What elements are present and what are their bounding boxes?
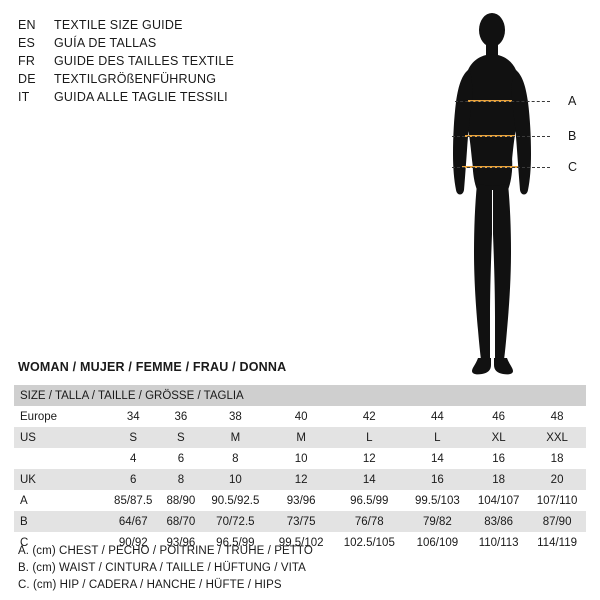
cell: 36 (174, 410, 188, 423)
table-row (14, 490, 586, 511)
cell: 73/75 (286, 515, 316, 528)
cell: 16 (492, 452, 506, 465)
cell: 48 (550, 410, 564, 423)
leader-line-a (455, 101, 550, 103)
row-label-europe: Europe (20, 410, 58, 423)
table-row (14, 448, 586, 469)
cell: S (177, 431, 185, 444)
row-label-c: C (20, 536, 29, 549)
cell: 107/110 (536, 494, 578, 507)
cell: 18 (492, 473, 506, 486)
legend-text-fr: GUIDE DES TAILLES TEXTILE (54, 54, 235, 68)
cell: 8 (232, 452, 239, 465)
table-row (14, 511, 586, 532)
cell: XXL (546, 431, 568, 444)
gender-title: WOMAN / MUJER / FEMME / FRAU / DONNA (18, 360, 287, 374)
legend-code-de: DE (18, 72, 36, 86)
cell: 14 (430, 452, 444, 465)
cell: 8 (177, 473, 185, 486)
language-legend (18, 16, 318, 106)
row-label-us: US (20, 431, 36, 444)
cell: 6 (177, 452, 185, 465)
cell: 90/92 (118, 536, 148, 549)
cell: 70/72.5 (216, 515, 255, 528)
measure-label-a: A (568, 94, 577, 108)
cell: M (230, 431, 241, 444)
cell: 34 (126, 410, 140, 423)
cell: 44 (430, 410, 444, 423)
cell: 64/67 (118, 515, 148, 528)
cell: 96.5/99 (350, 494, 389, 507)
cell: 12 (362, 452, 376, 465)
cell: 42 (362, 410, 376, 423)
cell: M (296, 431, 306, 444)
table-row (14, 406, 586, 427)
cell: 93/96 (166, 536, 196, 549)
measure-label-c: C (568, 160, 578, 174)
table-row (14, 427, 586, 448)
note-b: B. (cm) WAIST / CINTURA / TAILLE / HÜFTUNG / VITA (18, 562, 306, 574)
legend-text-it: GUIDA ALLE TAGLIE TESSILI (54, 90, 228, 104)
cell: L (366, 431, 373, 444)
cell: 12 (294, 473, 308, 486)
legend-code-fr: FR (18, 54, 36, 68)
cell: 4 (130, 452, 137, 465)
cell: 68/70 (166, 515, 196, 528)
cell: 38 (228, 410, 242, 423)
legend-row (18, 70, 318, 88)
legend-text-en: TEXTILE SIZE GUIDE (54, 18, 183, 32)
cell: 87/90 (542, 515, 572, 528)
female-silhouette-figure (420, 8, 590, 378)
measurement-notes (18, 543, 578, 594)
leader-line-b (452, 136, 550, 138)
cell: 46 (492, 410, 506, 423)
row-label-uk: UK (20, 473, 36, 486)
cell: 104/107 (477, 494, 520, 507)
note-a: A. (cm) CHEST / PECHO / POITRINE / TRUHE / PETTO (18, 545, 313, 557)
cell: 96.5/99 (216, 536, 255, 549)
legend-code-it: IT (18, 90, 30, 104)
table-header-label: SIZE / TALLA / TAILLE / GRÖSSE / TAGLIA (14, 385, 586, 406)
legend-row (18, 52, 318, 70)
table-row (14, 469, 586, 490)
legend-code-es: ES (18, 36, 36, 50)
cell: XL (491, 431, 506, 444)
size-table (14, 385, 586, 553)
cell: 99.5/102 (278, 536, 324, 549)
cell: 18 (550, 452, 564, 465)
measure-label-b: B (568, 129, 577, 143)
leader-line-c (452, 167, 550, 169)
cell: 88/90 (166, 494, 196, 507)
cell: 83/86 (484, 515, 514, 528)
cell: 6 (130, 473, 137, 486)
cell: 79/82 (422, 515, 452, 528)
cell: 85/87.5 (114, 494, 153, 507)
cell: 10 (294, 452, 308, 465)
cell: 76/78 (354, 515, 384, 528)
row-label-a: A (20, 494, 28, 507)
cell: 106/109 (416, 536, 459, 549)
silhouette-icon (420, 8, 590, 378)
cell: 110/113 (478, 536, 519, 549)
cell: 102.5/105 (343, 536, 395, 549)
note-c: C. (cm) HIP / CADERA / HANCHE / HÜFTE / HIPS (18, 579, 282, 591)
row-label-us-numeric (14, 448, 106, 469)
cell: S (129, 431, 138, 444)
legend-text-de: TEXTILGRÖßENFÜHRUNG (54, 72, 217, 86)
cell: 90.5/92.5 (211, 494, 260, 507)
cell: 10 (228, 473, 242, 486)
cell: 99.5/103 (414, 494, 460, 507)
table-header-row (14, 385, 586, 406)
legend-row (18, 16, 318, 34)
cell: 14 (362, 473, 376, 486)
legend-row (18, 88, 318, 106)
legend-code-en: EN (18, 18, 36, 32)
cell: 20 (550, 473, 564, 486)
cell: 93/96 (286, 494, 316, 507)
cell: 40 (294, 410, 308, 423)
legend-row (18, 34, 318, 52)
cell: 114/119 (537, 536, 578, 549)
row-label-b: B (20, 515, 28, 528)
cell: L (434, 431, 441, 444)
legend-text-es: GUÍA DE TALLAS (54, 36, 157, 50)
cell: 16 (430, 473, 444, 486)
